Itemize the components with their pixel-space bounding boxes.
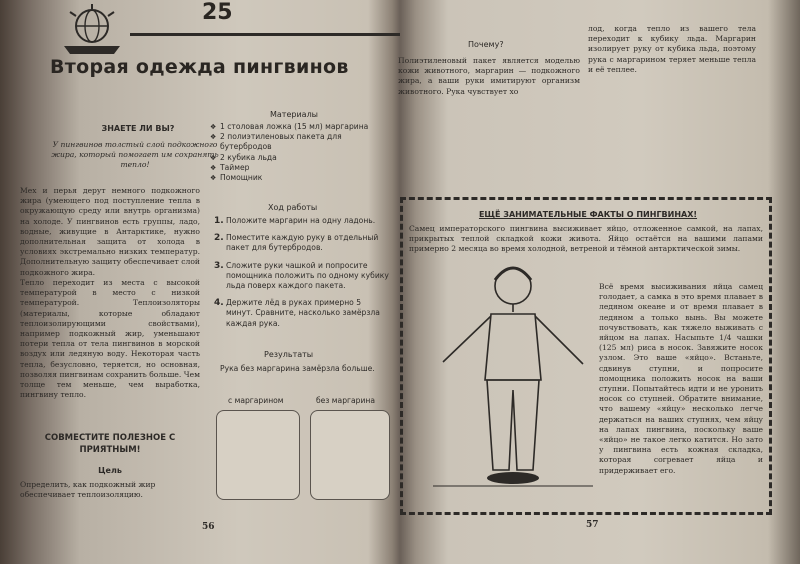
fun-facts-intro: Самец императорского пингвина высиживает яйцо, отложенное самкой, на лапах, прикрытых теплой складкой кожи живота. Яйцо остаётся на вашими лапами примерно 2 месяца во время холодной, ветреной и тёмной антарктической зимы.	[409, 224, 763, 254]
hand-without-margarine-illustration	[310, 410, 390, 500]
why-heading: Почему?	[468, 40, 504, 49]
steps-list	[214, 216, 390, 336]
know-quote: У пингвинов толстый слой подкожного жира, который помогает им сохранять тепло!	[51, 140, 219, 170]
right-folio: 57	[586, 520, 599, 530]
list-item: ❖ 1 столовая ложка (15 мл) маргарина	[210, 122, 390, 132]
combine-heading: СОВМЕСТИТЕ ПОЛЕЗНОЕ С ПРИЯТНЫМ!	[44, 433, 176, 455]
why-text-continued: лод, когда тепло из вашего тела переходит к кубику льда. Маргарин изолирует руку от кубика льда, поэтому рука с маргарином теряет меньше тепла и её теплее.	[588, 24, 756, 74]
list-item: ❖ Таймер	[210, 163, 390, 173]
fun-facts-text: Всё время высиживания яйца самец голодает, а самка в это время плавает в ледяном океане и от время плавает в ледяном а только вынь. Вы можете почувствовать, как тяжело выживать с яйцом на лапах. Насыпьте 1/4 чашки (125 мл) риса в носок. Завяжите носок узлом. Это ваше «яйцо». Встаньте, сдвинув ступни, и попросите помощника положить носок на ваши ступни. Попытайтесь идти и не уронить носок со ступней. Обратите внимание, что вашему «яйцу» несколько легче держаться на ваших ступнях, чем яйцу на лапах пингвина, поскольку ваше «яйцо» не такое легко катится. Но зато у пингвина есть кожная складка, которая согревает яйца и придерживает его.	[599, 282, 763, 475]
list-item: 4. Держите лёд в руках примерно 5 минут. Сравните, насколько замёрзла каждая рука.	[214, 298, 390, 329]
hand-with-margarine-illustration	[216, 410, 300, 500]
label-with-margarine: с маргарином	[228, 396, 284, 405]
fun-facts-box	[400, 197, 772, 515]
results-text: Рука без маргарина замёрзла больше.	[220, 364, 375, 373]
page-title: Вторая одежда пингвинов	[50, 56, 349, 78]
body-paragraph-2: Тепло переходит из места с высокой температурой в место с низкой температурой. Теплоизоляторы (материалы, которые обладают теплоизолирующими свойствами), например подкожный жир, уменьшают потери тепла от тела пингвинов в морской воздух или ледяную воду. Некоторая часть тепла, безусловно, теряется, но основная, позволяя пингвинам сохранить больше. Чем толще тем меньше, чем выработка, пингвину тепло.	[20, 278, 200, 400]
header-rule	[130, 33, 400, 36]
procedure-heading: Ход работы	[268, 203, 318, 212]
list-item: 1. Положите маргарин на одну ладонь.	[214, 216, 390, 226]
list-item: 3. Сложите руки чашкой и попросите помощника положить по одному кубику льда поверх каждого пакета.	[214, 261, 390, 292]
left-folio: 56	[202, 522, 215, 532]
label-without-margarine: без маргарина	[316, 396, 376, 405]
list-item: 2. Поместите каждую руку в отдельный пакет для бутербродов.	[214, 233, 390, 253]
body-paragraph-1: Мех и перья дерут немного подкожного жира (умеющего под поступление тепла в окружающую среду или внутрь организма) на холоде. У пингвинов есть группы, ладо, водные, живущие в Антарктике, нужно дополнительная защита от холода в условиях экстремально низких температур. Дополнительную защиту обеспечивает слой подкожного жира.	[20, 186, 200, 277]
list-item: ❖ Помощник	[210, 173, 390, 183]
goal-text: Определить, как подкожный жир обеспечивает теплоизоляцию.	[20, 480, 156, 500]
list-item: ❖ 2 кубика льда	[210, 153, 390, 163]
goal-heading: Цель	[98, 466, 122, 475]
list-item: ❖ 2 полиэтиленовых пакета для бутербродов	[210, 132, 390, 152]
know-heading: ЗНАЕТЕ ЛИ ВЫ?	[101, 124, 175, 133]
materials-list	[210, 122, 390, 183]
page-number: 25	[202, 0, 233, 25]
why-text: Полиэтиленовый пакет является моделью кожи животного, маргарин — подкожного жира, а ваши руки имитируют организм животного. Рука чувствует хо	[398, 56, 580, 96]
results-heading: Результаты	[264, 350, 314, 359]
fun-facts-heading: ЕЩЁ ЗАНИМАТЕЛЬНЫЕ ФАКТЫ О ПИНГВИНАХ!	[478, 210, 698, 219]
left-page	[20, 0, 392, 560]
girl-balancing-illustration	[433, 250, 593, 500]
materials-heading: Материалы	[270, 110, 318, 119]
